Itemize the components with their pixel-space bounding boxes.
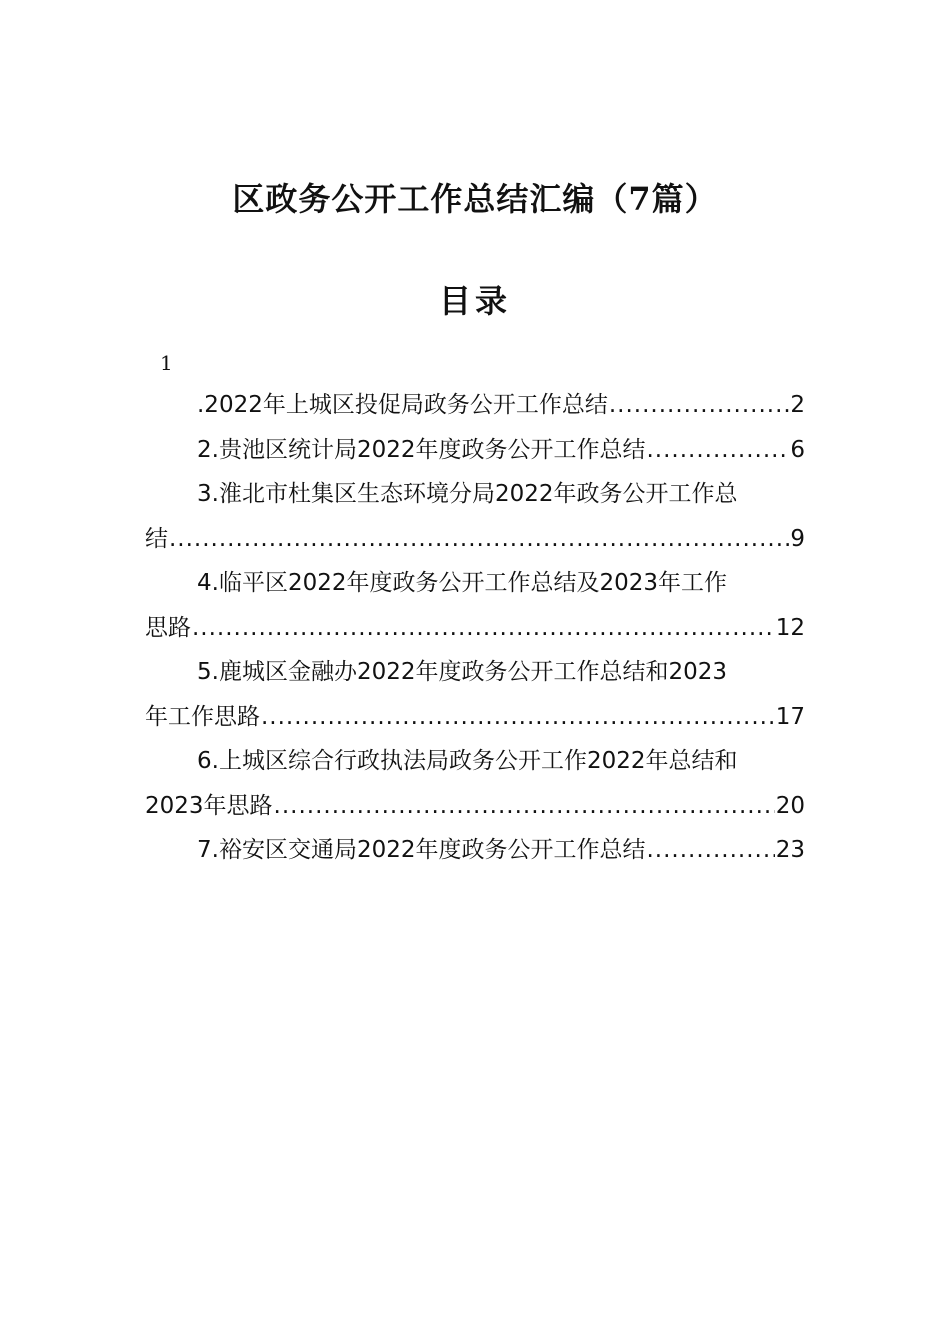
toc-list [145, 383, 805, 873]
toc-entry-line [145, 739, 805, 784]
toc-entry-title: 2.贵池区统计局2022年度政务公开工作总结 [197, 436, 646, 463]
toc-entry-2[interactable] [145, 428, 805, 473]
toc-entry-3[interactable] [145, 472, 805, 561]
toc-entry-page: 6 [790, 436, 805, 463]
toc-entry-7[interactable] [145, 828, 805, 873]
toc-entry-title: 2023年思路 [145, 792, 273, 819]
dot-leader [192, 606, 775, 651]
toc-entry-line [145, 695, 805, 740]
toc-entry-line [145, 383, 805, 428]
toc-entry-4[interactable] [145, 561, 805, 650]
toc-entry-6[interactable] [145, 739, 805, 828]
toc-entry-title: .2022年上城区投促局政务公开工作总结 [197, 392, 608, 418]
toc-entry-line [145, 784, 805, 829]
toc-entry-line [145, 561, 805, 606]
toc-entry-page: 17 [775, 703, 805, 730]
toc-entry-title-line: 3.淮北市杜集区生态环境分局2022年政务公开工作总 [197, 481, 738, 507]
toc-entry-page: 23 [775, 837, 805, 863]
toc-entry-page: 12 [775, 614, 805, 641]
toc-entry-page: 2 [790, 392, 805, 418]
toc-entry-title: 7.裕安区交通局2022年度政务公开工作总结 [197, 837, 646, 863]
page-marker: 1 [160, 351, 173, 375]
toc-entry-line [145, 828, 805, 873]
toc-entry-page: 9 [790, 525, 805, 552]
toc-entry-title-line: 4.临平区2022年度政务公开工作总结及2023年工作 [197, 570, 728, 596]
dot-leader [261, 695, 775, 740]
toc-entry-1[interactable] [145, 383, 805, 428]
toc-entry-line [145, 472, 805, 517]
dot-leader [646, 828, 774, 873]
dot-leader [609, 383, 790, 428]
document-title: 区政务公开工作总结汇编（7篇） [232, 180, 718, 218]
toc-heading: 目录 [438, 282, 511, 320]
toc-entry-line [145, 517, 805, 562]
toc-entry-title: 结 [145, 525, 168, 552]
dot-leader [169, 517, 789, 562]
toc-entry-title-line: 6.上城区综合行政执法局政务公开工作2022年总结和 [197, 748, 738, 774]
toc-entry-title: 年工作思路 [145, 703, 260, 730]
dot-leader [274, 784, 775, 829]
toc-entry-title-line: 5.鹿城区金融办2022年度政务公开工作总结和2023 [197, 659, 728, 685]
toc-entry-line [145, 606, 805, 651]
toc-entry-5[interactable] [145, 650, 805, 739]
toc-entry-title: 思路 [145, 614, 191, 641]
toc-entry-line [145, 428, 805, 473]
toc-entry-page: 20 [775, 792, 805, 819]
toc-entry-line [145, 650, 805, 695]
dot-leader [646, 428, 789, 473]
